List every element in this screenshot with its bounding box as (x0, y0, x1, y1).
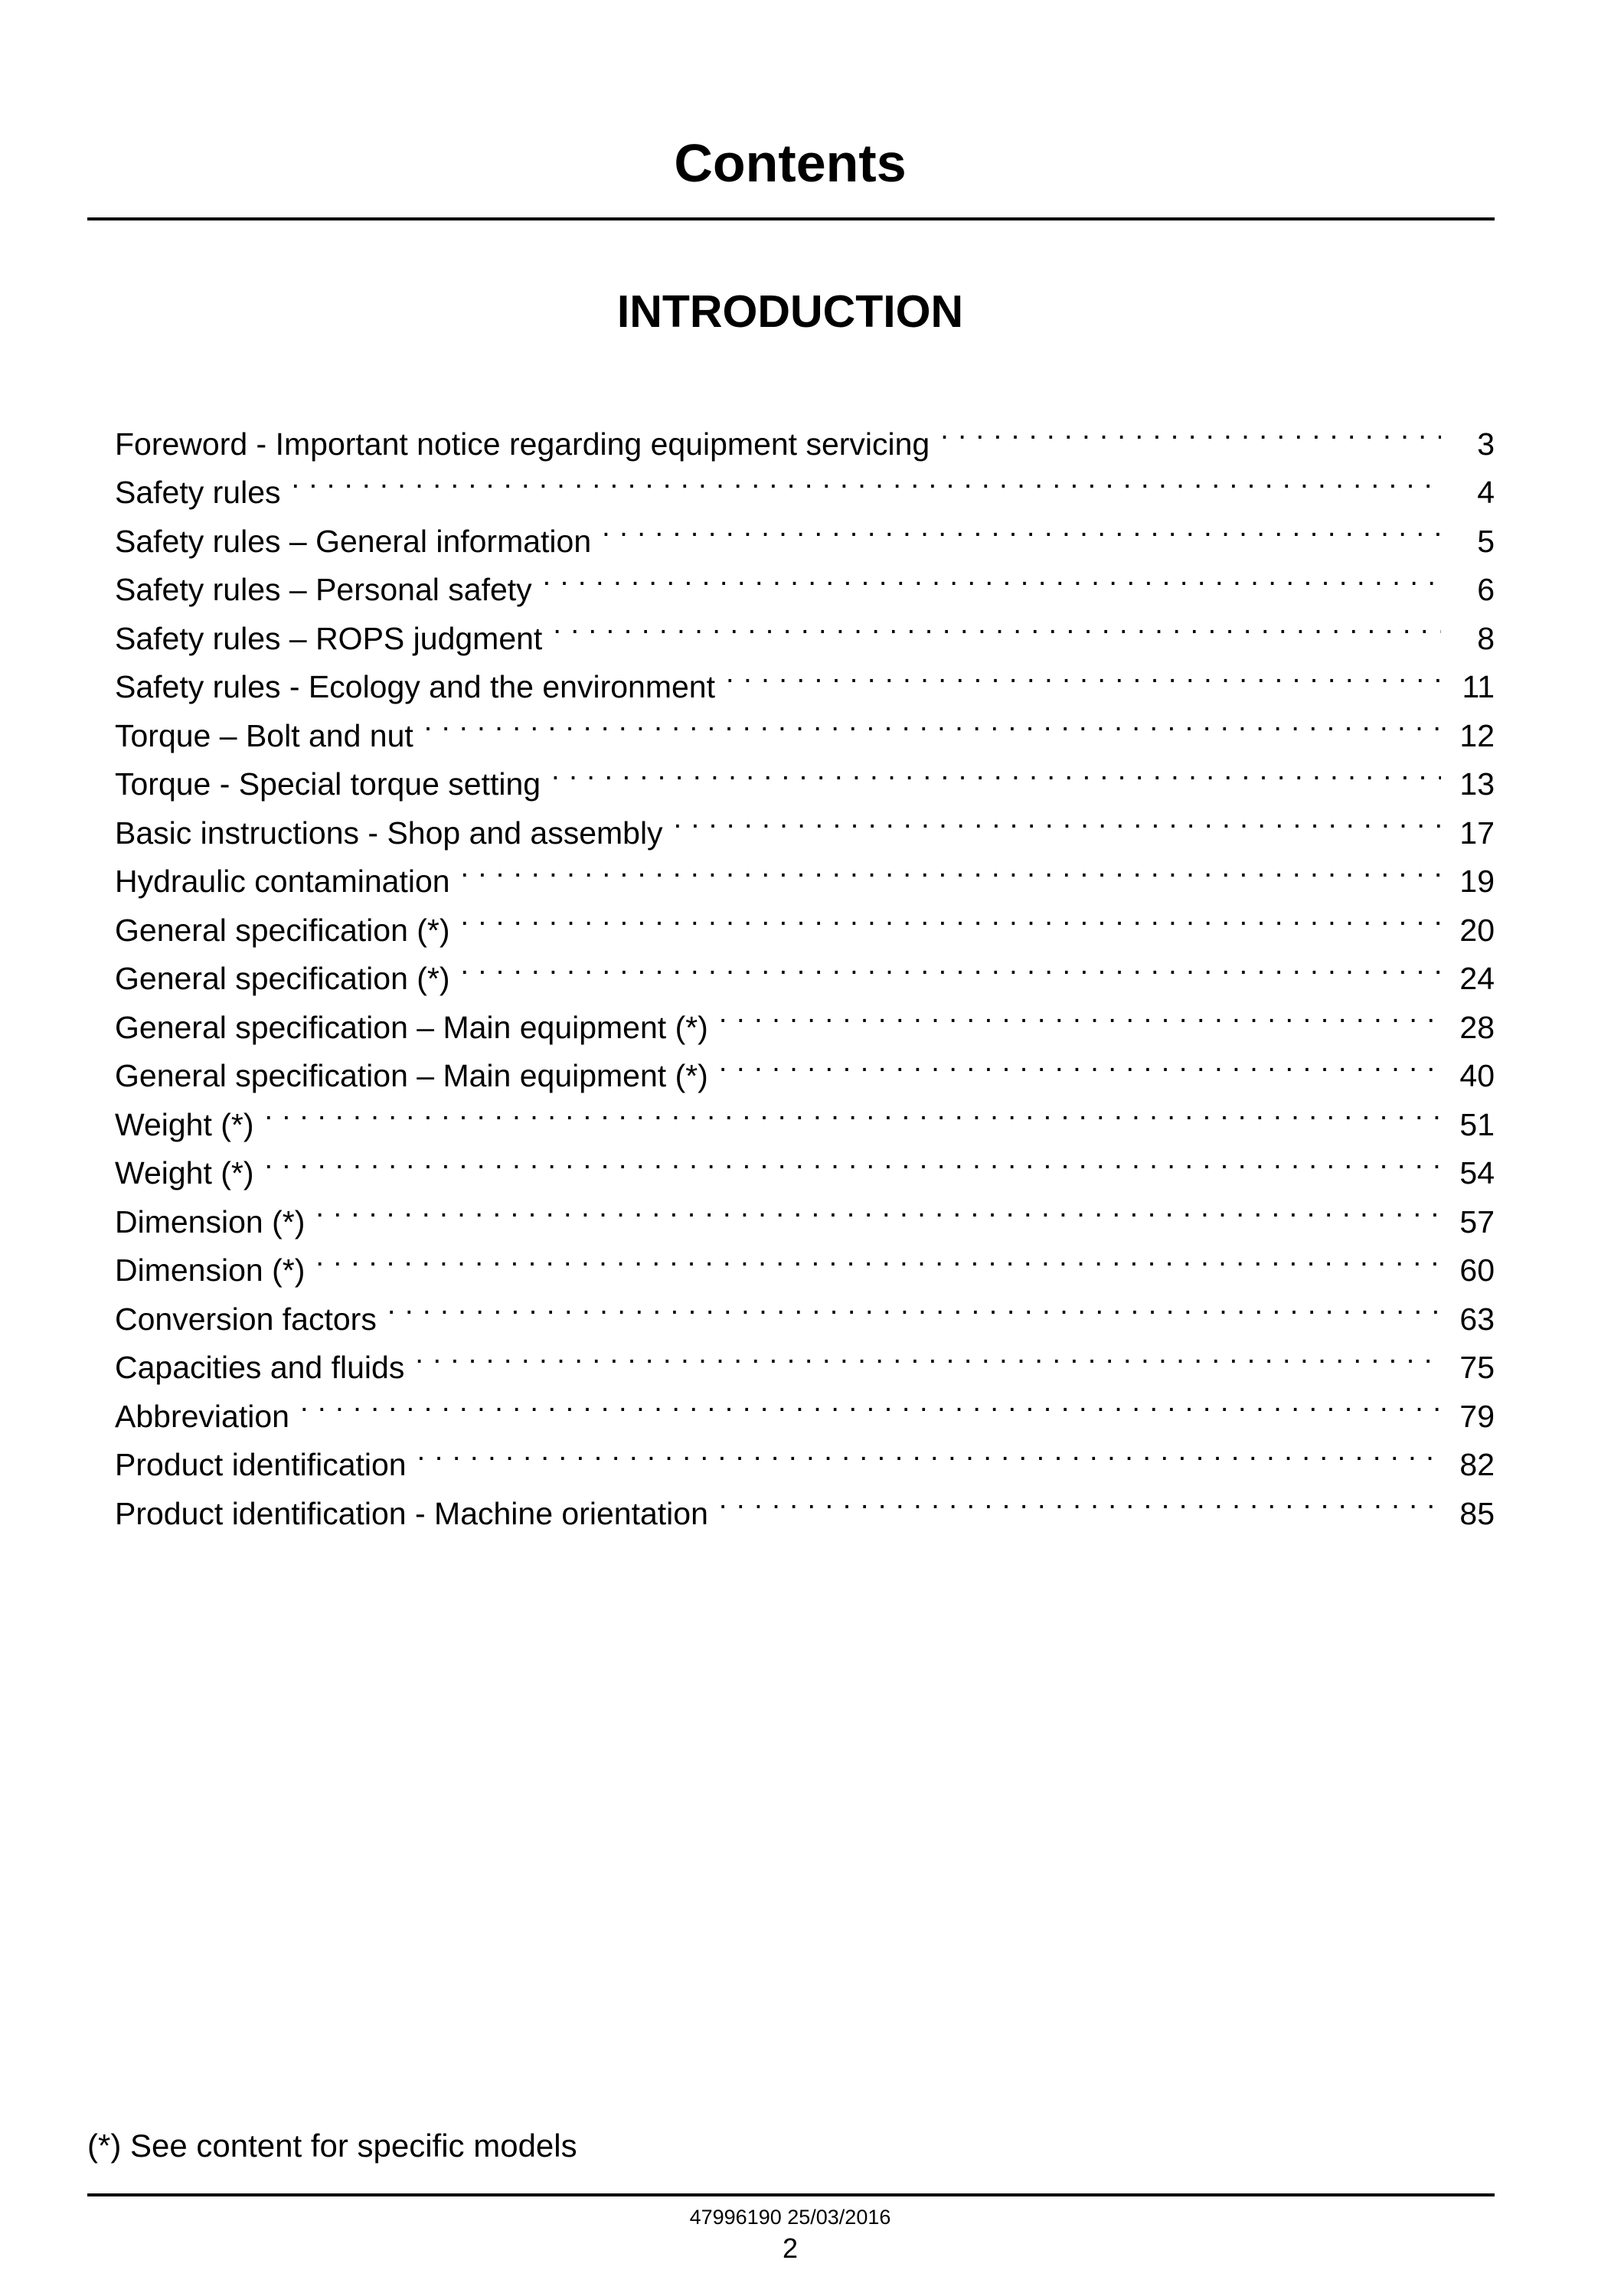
toc-entry-label: General specification (*) (115, 961, 450, 996)
toc-entry-page: 75 (1459, 1350, 1495, 1385)
footnote: (*) See content for specific models (87, 2128, 577, 2164)
toc-entry-page: 85 (1459, 1495, 1495, 1531)
toc-leader-dots (553, 600, 1441, 649)
footer-divider (87, 2193, 1495, 2196)
toc-entry-page: 19 (1459, 864, 1495, 899)
document-reference: 47996190 25/03/2016 (689, 2206, 891, 2229)
toc-leader-dots (719, 1038, 1441, 1087)
toc-entry-page: 63 (1459, 1301, 1495, 1337)
toc-leader-dots (543, 552, 1441, 601)
toc-entry-label: Safety rules - Ecology and the environment (115, 669, 715, 704)
toc-entry-page: 82 (1459, 1447, 1495, 1482)
toc-entry[interactable] (115, 1233, 1495, 1288)
toc-entry-label: Weight (*) (115, 1155, 254, 1190)
page-number: 2 (782, 2232, 799, 2264)
toc-entry-page: 24 (1459, 961, 1495, 996)
toc-entry-label: Dimension (*) (115, 1204, 306, 1239)
toc-leader-dots (424, 697, 1441, 746)
table-of-contents (115, 406, 1495, 1531)
toc-entry[interactable] (115, 1281, 1495, 1337)
toc-entry-page: 57 (1459, 1204, 1495, 1239)
page-title: Contents (674, 133, 907, 193)
toc-leader-dots (265, 1086, 1441, 1135)
toc-entry-page: 51 (1459, 1106, 1495, 1142)
toc-entry[interactable] (115, 1184, 1495, 1239)
toc-leader-dots (315, 1233, 1441, 1282)
toc-entry-page: 3 (1477, 426, 1495, 462)
toc-entry-label: Capacities and fluids (115, 1350, 405, 1385)
toc-entry-page: 20 (1459, 912, 1495, 948)
toc-leader-dots (719, 1475, 1441, 1524)
toc-entry-label: Safety rules – ROPS judgment (115, 620, 543, 656)
toc-entry-label: Safety rules – General information (115, 523, 592, 559)
toc-entry-label: Conversion factors (115, 1301, 377, 1337)
toc-entry-page: 40 (1459, 1058, 1495, 1093)
toc-entry-page: 8 (1477, 620, 1495, 656)
toc-entry-label: General specification – Main equipment (*) (115, 1009, 708, 1045)
header-divider (87, 217, 1495, 220)
toc-entry-page: 11 (1462, 669, 1495, 704)
toc-entry-page: 5 (1477, 523, 1495, 559)
toc-entry-label: General specification (*) (115, 912, 450, 948)
toc-leader-dots (461, 941, 1441, 990)
toc-leader-dots (461, 892, 1441, 941)
toc-entry-label: Dimension (*) (115, 1253, 306, 1288)
toc-entry[interactable] (115, 455, 1495, 510)
toc-entry-label: Product identification - Machine orientation (115, 1495, 708, 1531)
toc-leader-dots (292, 455, 1442, 504)
toc-entry-page: 54 (1459, 1155, 1495, 1190)
toc-entry[interactable] (115, 1427, 1495, 1482)
toc-entry-page: 12 (1459, 717, 1495, 753)
toc-entry-label: Foreword - Important notice regarding equipment servicing (115, 426, 930, 462)
toc-entry[interactable] (115, 503, 1495, 559)
toc-entry[interactable] (115, 1135, 1495, 1190)
toc-entry-label: Weight (*) (115, 1106, 254, 1142)
toc-leader-dots (726, 649, 1441, 698)
toc-entry-page: 4 (1477, 475, 1495, 510)
toc-entry-page: 28 (1459, 1009, 1495, 1045)
toc-leader-dots (265, 1135, 1441, 1184)
toc-leader-dots (315, 1184, 1441, 1233)
toc-leader-dots (387, 1281, 1441, 1330)
toc-entry[interactable] (115, 1086, 1495, 1142)
toc-entry-label: Safety rules (115, 475, 281, 510)
toc-entry-page: 79 (1459, 1398, 1495, 1434)
toc-leader-dots (551, 746, 1441, 795)
toc-entry-page: 60 (1459, 1253, 1495, 1288)
toc-entry-page: 6 (1477, 572, 1495, 607)
toc-entry-page: 17 (1459, 815, 1495, 851)
toc-leader-dots (719, 989, 1441, 1038)
toc-entry[interactable] (115, 1378, 1495, 1434)
toc-leader-dots (461, 844, 1441, 893)
toc-leader-dots (674, 795, 1441, 844)
toc-leader-dots (300, 1378, 1441, 1427)
toc-leader-dots (415, 1330, 1441, 1379)
toc-entry-label: Product identification (115, 1447, 407, 1482)
toc-entry-label: Safety rules – Personal safety (115, 572, 532, 607)
toc-entry-page: 13 (1459, 766, 1495, 802)
toc-leader-dots (602, 503, 1441, 552)
toc-entry-label: Basic instructions - Shop and assembly (115, 815, 663, 851)
toc-leader-dots (417, 1427, 1441, 1476)
toc-entry-label: Abbreviation (115, 1398, 289, 1434)
section-title: INTRODUCTION (616, 286, 964, 337)
toc-entry-label: General specification – Main equipment (*) (115, 1058, 708, 1093)
toc-entry[interactable] (115, 406, 1495, 462)
toc-entry-label: Torque – Bolt and nut (115, 717, 413, 753)
toc-entry-label: Hydraulic contamination (115, 864, 450, 899)
toc-entry-label: Torque - Special torque setting (115, 766, 541, 802)
toc-leader-dots (940, 406, 1441, 455)
